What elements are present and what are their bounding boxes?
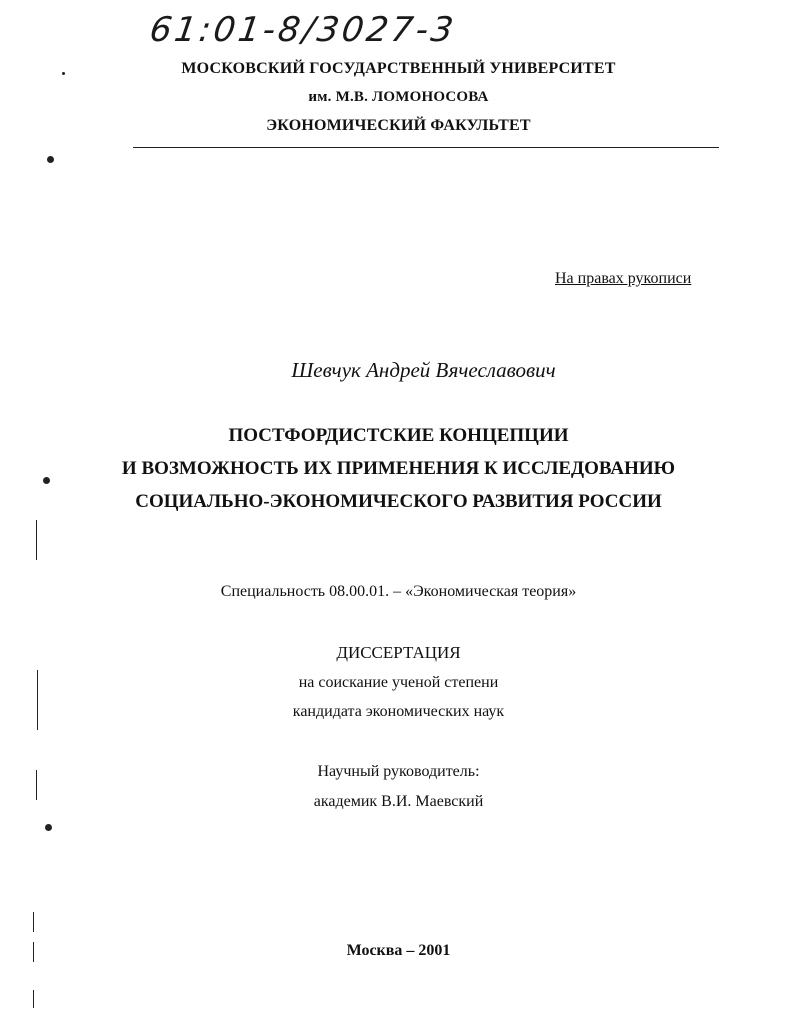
scan-line-1 (36, 520, 37, 560)
scan-line-3 (36, 770, 37, 800)
university-name: МОСКОВСКИЙ ГОСУДАРСТВЕННЫЙ УНИВЕРСИТЕТ (181, 60, 616, 77)
title-line-2: И ВОЗМОЖНОСТЬ ИХ ПРИМЕНЕНИЯ К ИССЛЕДОВАНИЮ (121, 458, 676, 479)
scan-speck (62, 72, 65, 75)
dissertation-label: ДИССЕРТАЦИЯ (336, 643, 461, 662)
title-line-3: СОЦИАЛЬНО-ЭКОНОМИЧЕСКОГО РАЗВИТИЯ РОССИИ (135, 491, 662, 512)
degree-line-2: кандидата экономических наук (292, 703, 505, 720)
scan-line-5 (33, 942, 34, 962)
supervisor-label: Научный руководитель: (317, 763, 480, 780)
supervisor-name: академик В.И. Маевский (313, 793, 484, 810)
scan-line-4 (33, 912, 34, 932)
handwritten-archive-number: 61:01-8/3027-3 (147, 10, 459, 50)
faculty-name: ЭКОНОМИЧЕСКИЙ ФАКУЛЬТЕТ (266, 117, 531, 134)
header-divider (133, 147, 719, 148)
scan-line-2 (37, 670, 38, 730)
degree-line-1: на соискание ученой степени (298, 674, 499, 691)
author-name: Шевчук Андрей Вячеславович (291, 358, 556, 382)
specialty: Специальность 08.00.01. – «Экономическая теория» (220, 583, 577, 600)
scan-line-6 (33, 990, 34, 1008)
scan-dot-1 (47, 156, 54, 163)
title-line-1: ПОСТФОРДИСТСКИЕ КОНЦЕПЦИИ (228, 425, 569, 446)
manuscript-rights-note: На правах рукописи (555, 270, 692, 287)
scan-dot-2 (43, 477, 50, 484)
city-year: Москва – 2001 (346, 942, 451, 959)
scan-dot-3 (45, 824, 52, 831)
university-named-after: им. М.В. ЛОМОНОСОВА (308, 89, 489, 105)
